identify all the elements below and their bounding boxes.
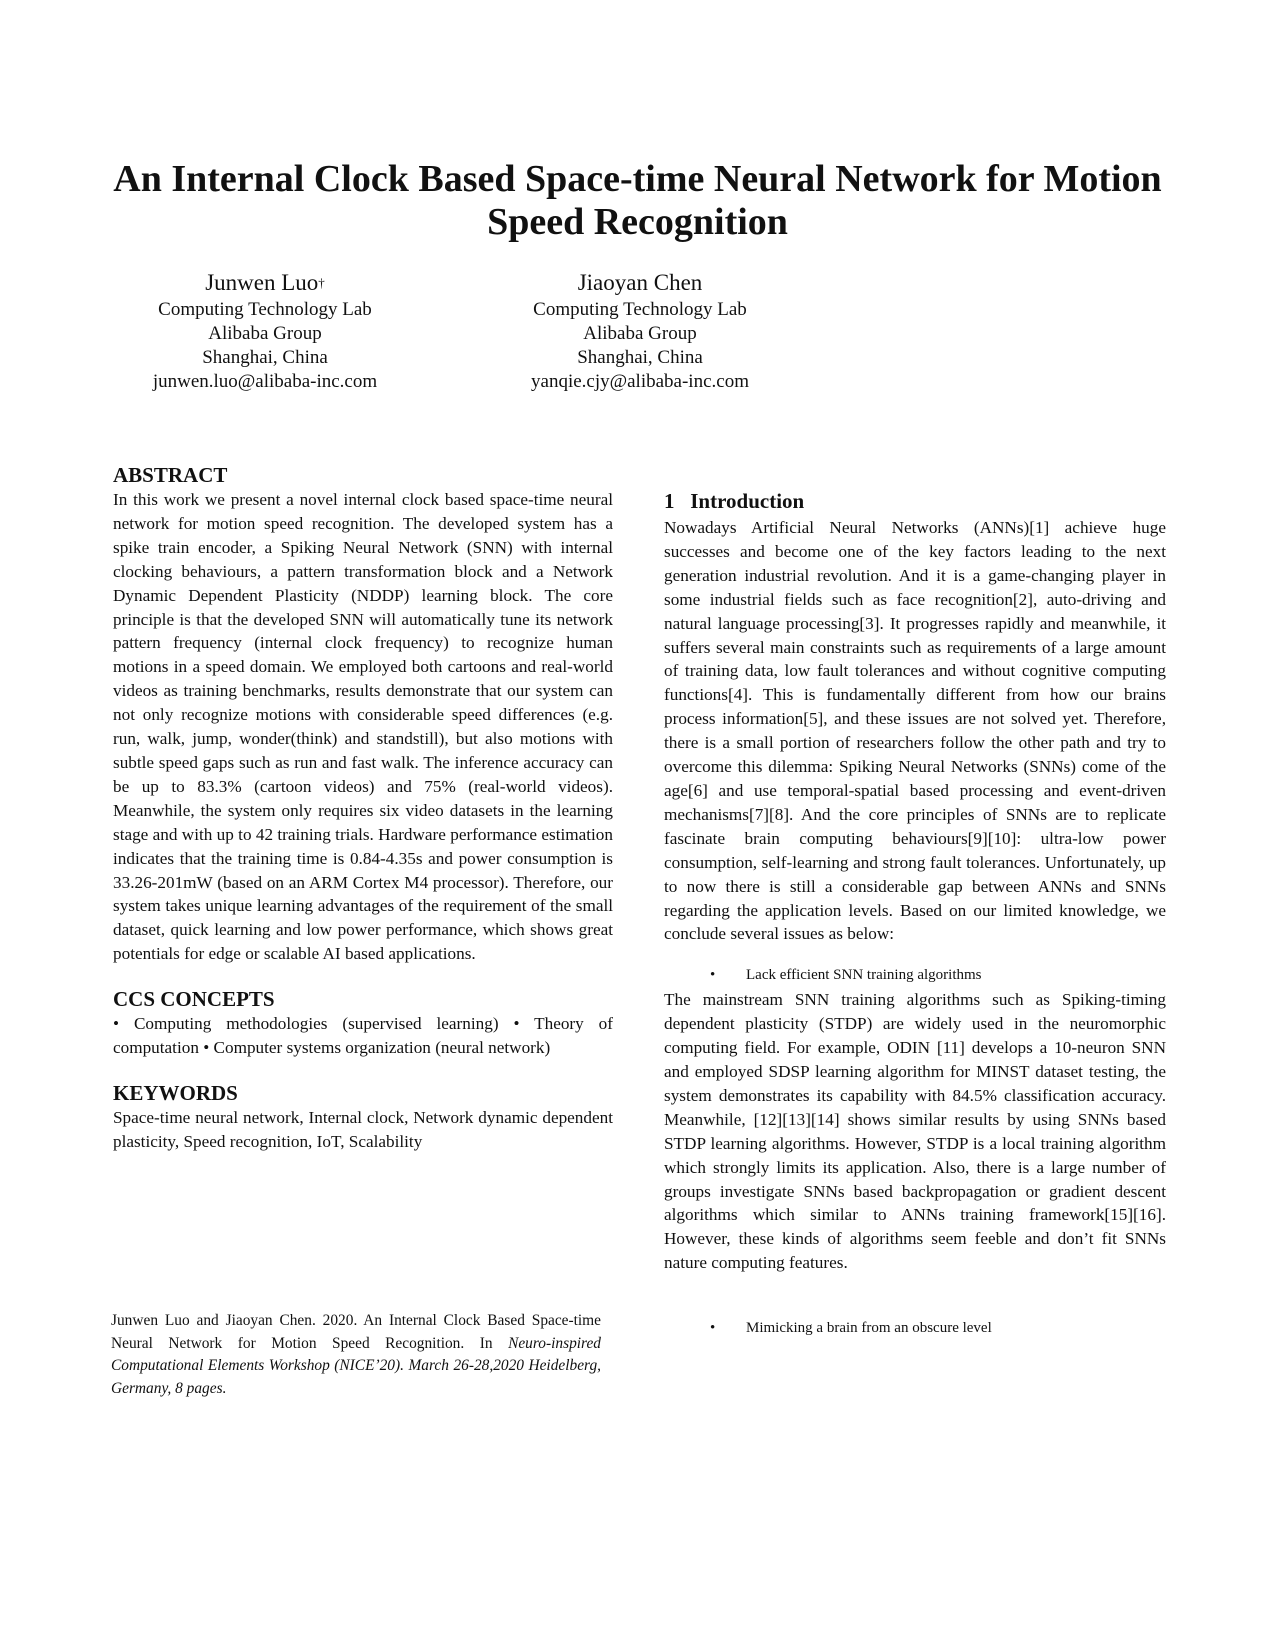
author-block — [490, 268, 790, 394]
dagger-mark: † — [318, 275, 325, 290]
author-affiliation: Computing Technology Lab — [158, 299, 372, 320]
keywords-heading: KEYWORDS — [113, 1080, 238, 1105]
author-name: Junwen Luo — [205, 270, 319, 295]
keywords-text: Space-time neural network, Internal clock, Network dynamic dependent plasticity, Speed recognition, IoT, Scalability — [113, 1107, 613, 1151]
author-block — [115, 268, 415, 394]
author-email: junwen.luo@alibaba-inc.com — [152, 371, 378, 392]
author-name: Jiaoyan Chen — [577, 270, 703, 295]
intro-paragraph: Nowadays Artificial Neural Networks (ANNs)[1] achieve huge successes and become one of the key factors leading to the next generation industrial revolution. And it is a game-changing player in some industrial fields such as face recognition[2], auto-driving and natural language processing[3]. It progresses rapidly and meanwhile, it suffers several main constraints such as requirements of a large amount of training data, low fault tolerances and without cognitive computing functions[4]. This is fundamentally different from how our brains process information[5], and these issues are not solved yet. Therefore, there is a small portion of researchers follow the other path and try to overcome this dilemma: Spiking Neural Networks (SNNs) come of the age[6] and use temporal-spatial based processing and event-driven mechanisms[7][8]. And the core principles of SNNs are to replicate fascinate brain computing behaviours[9][10]: ultra-low power consumption, self-learning and strong fault tolerances. Unfortunately, up to now there is still a considerable gap between ANNs and SNNs regarding the application levels. Based on our limited knowledge, we conclude several issues as below: — [664, 518, 1166, 944]
abstract-heading: ABSTRACT — [113, 463, 228, 487]
author-org: Alibaba Group — [208, 323, 322, 344]
section-heading: 1 Introduction — [664, 489, 805, 513]
author-email: yanqie.cjy@alibaba-inc.com — [531, 371, 749, 392]
footnote-text: Junwen Luo and Jiaoyan Chen. 2020. An Internal Clock Based Space-time Neural Network for Motion Speed Recognition. In — [111, 1312, 601, 1352]
ccs-heading: CCS CONCEPTS — [113, 987, 275, 1012]
bullet-item: • Lack efficient SNN training algorithms — [710, 967, 982, 984]
author-org: Alibaba Group — [583, 323, 697, 344]
paper-title: An Internal Clock Based Space-time Neural Network for Motion Speed Recognition — [113, 158, 1162, 243]
author-location: Shanghai, China — [202, 347, 328, 368]
ccs-text: • Computing methodologies (supervised learning) • Theory of computation • Computer systems organization (neural network) — [113, 1014, 613, 1058]
right-column — [664, 488, 1166, 1341]
bullet-item: • Mimicking a brain from an obscure level — [710, 1320, 992, 1337]
acm-reference-footnote — [111, 1310, 601, 1400]
left-column — [113, 462, 613, 1154]
author-location: Shanghai, China — [577, 347, 703, 368]
footnote-venue: Neuro-inspired Computational Elements Workshop (NICE’20). March 26-28,2020 Heidelberg, Germany, 8 pages. — [111, 1334, 601, 1397]
intro-paragraph: The mainstream SNN training algorithms such as Spiking-timing dependent plasticity (STDP) are widely used in the neuromorphic computing field. For example, ODIN [11] develops a 10-neuron SNN and employed SDSP learning algorithm for MINST dataset testing, the system demonstrates its capability with 84.5% classification accuracy. Meanwhile, [12][13][14] shows similar results by using SNNs based STDP learning algorithms. However, STDP is a local training algorithm which strongly limits its application. Also, there is a large number of groups investigate SNNs based backpropagation or gradient descent algorithms which similar to ANNs training framework[15][16]. However, these kinds of algorithms seem feeble and don’t fit SNNs nature computing features. — [664, 990, 1166, 1273]
author-affiliation: Computing Technology Lab — [533, 299, 747, 320]
abstract-text: In this work we present a novel internal clock based space-time neural network for motion speed recognition. The developed system has a spike train encoder, a Spiking Neural Network (SNN) with internal clocking behaviours, a pattern transformation block and a Network Dynamic Dependent Plasticity (NDDP) learning block. The core principle is that the developed SNN will automatically tune its network pattern frequency (internal clock frequency) to recognize human motions in a speed domain. We employed both cartoons and real-world videos as training benchmarks, results demonstrate that our system can not only recognize motions with considerable speed differences (e.g. run, walk, jump, wonder(think) and standstill), but also motions with subtle speed gaps such as run and fast walk. The inference accuracy can be up to 83.3% (cartoon videos) and 75% (real-world videos). Meanwhile, the system only requires six video datasets in the learning stage and with up to 42 training trials. Hardware performance estimation indicates that the training time is 0.84-4.35s and power consumption is 33.26-201mW (based on an ARM Cortex M4 processor). Therefore, our system takes unique learning advantages of the requirement of the small dataset, quick learning and low power performance, which shows great potentials for edge or scalable AI based applications. — [113, 490, 613, 964]
